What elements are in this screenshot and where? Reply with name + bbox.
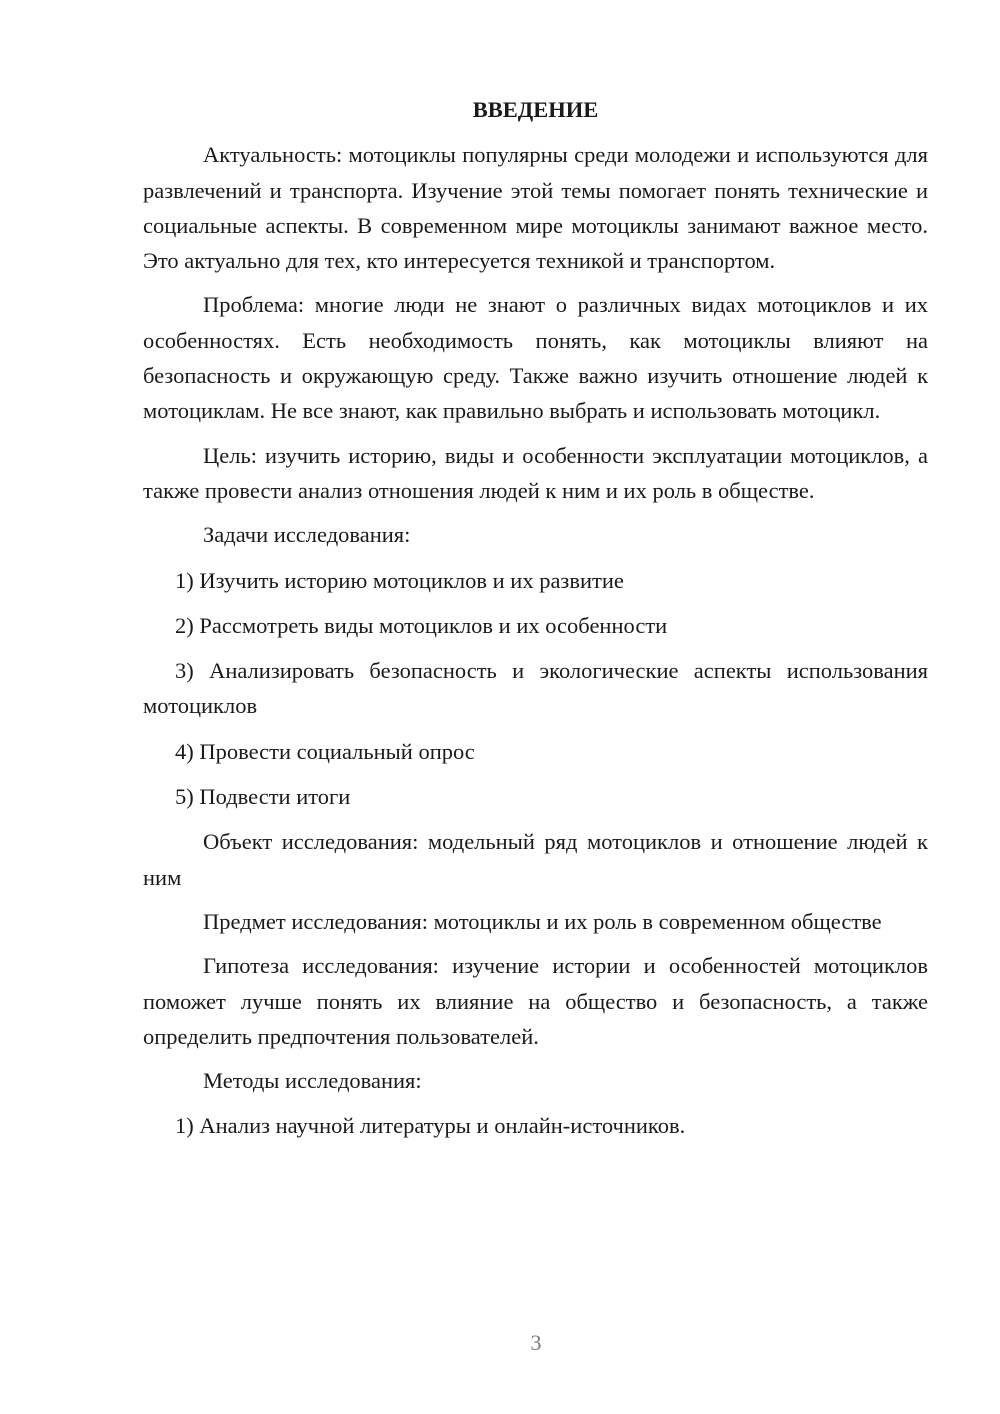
goal-paragraph: Цель: изучить историю, виды и особенности эксплуатации мотоциклов, а также провести анализ отношения людей к ним и их роль в обществе.	[143, 442, 928, 503]
relevance-paragraph: Актуальность: мотоциклы популярны среди молодежи и используются для развлечений и транспорта. Изучение этой темы помогает понять технические и социальные аспекты. В современном мире мотоциклы занимают важное место. Это актуально для тех, кто интересуется техникой и транспортом.	[143, 142, 928, 274]
methods-title: Методы исследования:	[203, 1068, 422, 1094]
page-number: 3	[530, 1330, 542, 1355]
task-item: 5) Подвести итоги	[175, 784, 351, 810]
task-item: 1) Изучить историю мотоциклов и их развитие	[175, 567, 624, 593]
tasks-title: Задачи исследования:	[203, 522, 411, 548]
task-item: 3) Анализировать безопасность и экологические аспекты использования мотоциклов	[143, 658, 928, 719]
method-item: 1) Анализ научной литературы и онлайн-источников.	[175, 1113, 686, 1139]
subject-paragraph: Предмет исследования: мотоциклы и их роль в современном обществе	[203, 908, 882, 934]
tasks-list	[143, 563, 928, 815]
task-item: 4) Провести социальный опрос	[175, 738, 475, 764]
problem-paragraph: Проблема: многие люди не знают о различных видах мотоциклов и их особенностях. Есть необходимость понять, как мотоциклы влияют на безопасность и окружающую среду. Также важно изучить отношение людей к мотоциклам. Не все знают, как правильно выбрать и использовать мотоцикл.	[143, 292, 928, 424]
object-paragraph: Объект исследования: модельный ряд мотоциклов и отношение людей к ним	[143, 829, 928, 890]
section-heading: ВВЕДЕНИЕ	[472, 97, 599, 122]
document-page	[143, 92, 928, 1154]
task-item: 2) Рассмотреть виды мотоциклов и их особенности	[175, 612, 668, 638]
methods-list	[143, 1108, 928, 1143]
hypothesis-paragraph: Гипотеза исследования: изучение истории и особенностей мотоциклов поможет лучше понять их влияние на общество и безопасность, а также определить предпочтения пользователей.	[143, 953, 928, 1049]
